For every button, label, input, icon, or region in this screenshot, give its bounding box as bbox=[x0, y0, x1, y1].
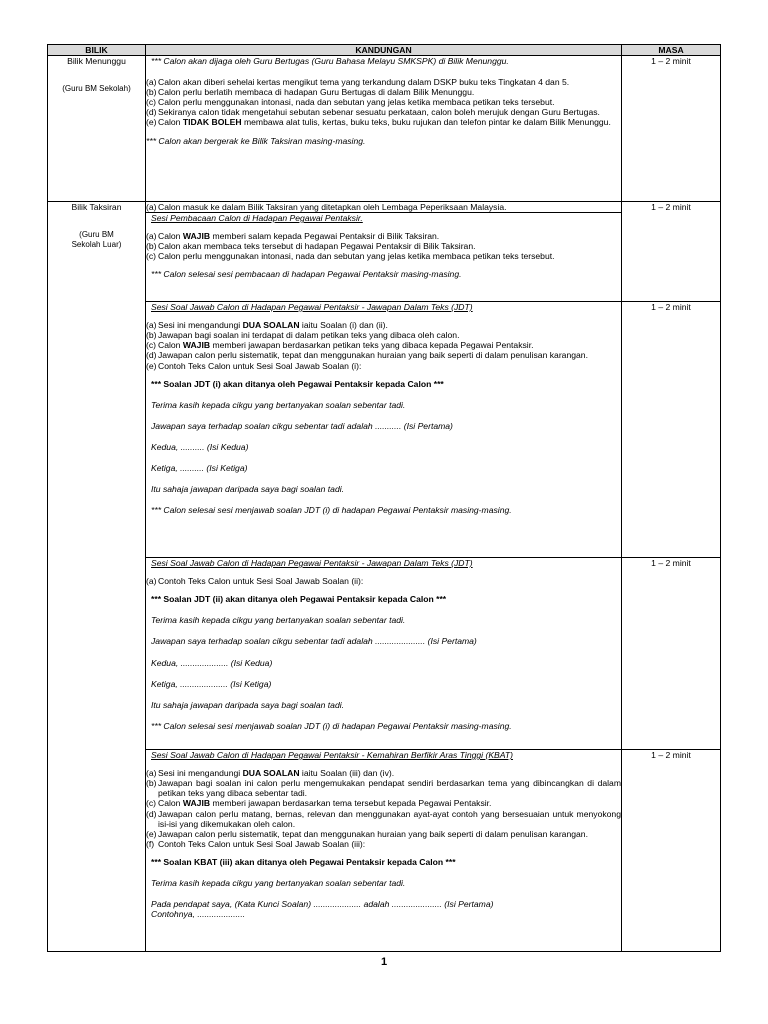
list-item: (d) Sekiranya calon tidak mengetahui sebutan sebenar sesuatu perkataan, calon boleh merujuk dengan Guru Bertugas. bbox=[146, 107, 600, 118]
kandungan-cell bbox=[146, 56, 622, 202]
masa-cell: 1 – 2 minit bbox=[622, 56, 721, 202]
section-heading: Sesi Soal Jawab Calon di Hadapan Pegawai Pentaksir - Jawapan Dalam Teks (JDT) bbox=[151, 558, 473, 569]
outro-note: *** Calon selesai sesi menjawab soalan JDT (i) di hadapan Pegawai Pentaksir masing-masing. bbox=[151, 720, 512, 731]
table-row-bilik-taksiran bbox=[48, 202, 721, 213]
outro-note: *** Calon selesai sesi pembacaan di hadapan Pegawai Pentaksir masing-masing. bbox=[151, 269, 462, 280]
bilik-cell bbox=[48, 56, 146, 202]
section-heading: Sesi Soal Jawab Calon di Hadapan Pegawai Pentaksir - Kemahiran Berfikir Aras Tinggi (KBAT) bbox=[151, 750, 513, 761]
bilik-name: Bilik Menunggu bbox=[67, 56, 126, 66]
masa-cell: 1 – 2 minit bbox=[622, 302, 721, 558]
outro-note: *** Calon selesai sesi menjawab soalan JDT (i) di hadapan Pegawai Pentaksir masing-masing. bbox=[151, 505, 512, 516]
sample-line: Contohnya, .................... bbox=[151, 909, 246, 920]
header-bilik: BILIK bbox=[48, 45, 146, 56]
sample-line: Ketiga, .......... (Isi Ketiga) bbox=[151, 463, 248, 474]
intro-note: *** Calon akan dijaga oleh Guru Bertugas (Guru Bahasa Melayu SMKSPK) di Bilik Menunggu. bbox=[151, 56, 509, 66]
list-item: (a) Contoh Teks Calon untuk Sesi Soal Jawab Soalan (ii): bbox=[146, 576, 364, 587]
list-item: (b) Calon akan membaca teks tersebut di hadapan Pegawai Pentaksir di Bilik Taksiran. bbox=[146, 241, 476, 252]
sample-line: Kedua, .......... (Isi Kedua) bbox=[151, 441, 249, 452]
outro-note: *** Calon akan bergerak ke Bilik Taksiran masing-masing. bbox=[146, 135, 366, 146]
list-item: (f) Contoh Teks Calon untuk Sesi Soal Jawab Soalan (iii): bbox=[146, 838, 366, 849]
header-masa: MASA bbox=[622, 45, 721, 56]
masa-cell: 1 – 2 minit bbox=[622, 558, 721, 750]
question-line: *** Soalan KBAT (iii) akan ditanya oleh Pegawai Pentaksir kepada Calon *** bbox=[151, 856, 456, 867]
list-item: (d) Jawapan calon perlu sistematik, tepat dan menggunakan huraian yang baik seperti di dalam penulisan karangan. bbox=[146, 350, 588, 361]
list-item: (b) Jawapan bagi soalan ini terdapat di dalam petikan teks yang dibaca oleh calon. bbox=[146, 330, 460, 341]
sample-line: Ketiga, .................... (Isi Ketiga) bbox=[151, 678, 272, 689]
list-item: (c) Calon WAJIB memberi jawapan berdasarkan petikan teks yang dibaca kepada Pegawai Pentaksir. bbox=[146, 340, 534, 351]
list-item: (a) Calon masuk ke dalam Bilik Taksiran yang ditetapkan oleh Lembaga Peperiksaan Malaysia. bbox=[146, 202, 507, 212]
page-number: 1 bbox=[380, 956, 388, 968]
list-item: (c) Calon perlu menggunakan intonasi, nada dan sebutan yang jelas ketika membaca petikan teks tersebut. bbox=[146, 251, 555, 262]
kandungan-cell bbox=[146, 213, 622, 302]
bilik-guru: (Guru BM Sekolah) bbox=[62, 84, 131, 94]
bilik-guru: (Guru BM bbox=[79, 230, 114, 240]
list-item: (e) Jawapan calon perlu sistematik, tepat dan menggunakan huraian yang baik seperti di dalam penulisan karangan. bbox=[146, 828, 588, 839]
list-item: (c) Calon WAJIB memberi jawapan berdasarkan tema tersebut kepada Pegawai Pentaksir. bbox=[146, 798, 492, 809]
bilik-cell bbox=[48, 202, 146, 952]
header-kandungan: KANDUNGAN bbox=[146, 45, 622, 56]
list-item: (a) Calon WAJIB memberi salam kepada Pegawai Pentaksir di Bilik Taksiran. bbox=[146, 231, 440, 242]
table-header-row bbox=[48, 45, 721, 56]
table-row-bilik-menunggu bbox=[48, 56, 721, 202]
question-line: *** Soalan JDT (ii) akan ditanya oleh Pegawai Pentaksir kepada Calon *** bbox=[151, 594, 447, 605]
bilik-guru-2: Sekolah Luar) bbox=[71, 240, 122, 250]
masa-cell: 1 – 2 minit bbox=[622, 202, 721, 302]
kandungan-cell bbox=[146, 750, 622, 952]
sample-line: Itu sahaja jawapan daripada saya bagi soalan tadi. bbox=[151, 699, 345, 710]
list-item: (d) Jawapan calon perlu matang, bernas, relevan dan menggunakan ayat-ayat contoh yang bersesuaian untuk menyokong isi-isi yang dikemukakan oleh calon. bbox=[146, 808, 621, 829]
list-item: (a) Sesi ini mengandungi DUA SOALAN iaitu Soalan (i) dan (ii). bbox=[146, 320, 388, 331]
sample-line: Itu sahaja jawapan daripada saya bagi soalan tadi. bbox=[151, 484, 345, 495]
sample-line: Jawapan saya terhadap soalan cikgu sebentar tadi adalah ........... (Isi Pertama) bbox=[151, 420, 453, 431]
bilik-name: Bilik Taksiran bbox=[71, 202, 122, 212]
kandungan-cell bbox=[146, 558, 622, 750]
sample-line: Terima kasih kepada cikgu yang bertanyakan soalan sebentar tadi. bbox=[151, 615, 406, 626]
masa-cell: 1 – 2 minit bbox=[622, 750, 721, 952]
list-item: (b) Jawapan bagi soalan ini calon perlu mengemukakan pendapat sendiri berdasarkan tema yang dibincangkan di dalam petikan teks yang dibaca sebentar tadi. bbox=[146, 778, 621, 799]
table-row-jdt-1 bbox=[48, 302, 721, 558]
section-heading: Sesi Pembacaan Calon di Hadapan Pegawai Pentaksir. bbox=[151, 213, 363, 224]
list-item: (e) Calon TIDAK BOLEH membawa alat tulis, kertas, buku teks, buku rujukan dan telefon pintar ke dalam Bilik Menunggu. bbox=[146, 117, 611, 128]
sample-line: Kedua, .................... (Isi Kedua) bbox=[151, 657, 273, 668]
table-row-pembacaan bbox=[48, 213, 721, 302]
list-item: (a) Calon akan diberi sehelai kertas mengikut tema yang terkandung dalam DSKP buku teks Tingkatan 4 dan 5. bbox=[146, 77, 570, 88]
list-item: (b) Calon perlu berlatih membaca di hadapan Guru Bertugas di dalam Bilik Menunggu. bbox=[146, 87, 475, 98]
sample-line: Jawapan saya terhadap soalan cikgu sebentar tadi adalah ..................... (Isi Pertama) bbox=[151, 636, 477, 647]
question-line: *** Soalan JDT (i) akan ditanya oleh Pegawai Pentaksir kepada Calon *** bbox=[151, 378, 444, 389]
table-row-jdt-2 bbox=[48, 558, 721, 750]
sample-line: Terima kasih kepada cikgu yang bertanyakan soalan sebentar tadi. bbox=[151, 878, 406, 889]
sample-line: Pada pendapat saya, (Kata Kunci Soalan) .................... adalah ..................... (Isi Pertama) bbox=[151, 899, 494, 910]
sample-line: Terima kasih kepada cikgu yang bertanyakan soalan sebentar tadi. bbox=[151, 399, 406, 410]
list-item: (c) Calon perlu menggunakan intonasi, nada dan sebutan yang jelas ketika membaca petikan teks tersebut. bbox=[146, 97, 555, 108]
exam-procedure-table bbox=[47, 44, 721, 952]
list-item: (e) Contoh Teks Calon untuk Sesi Soal Jawab Soalan (i): bbox=[146, 360, 362, 371]
kandungan-cell bbox=[146, 202, 622, 213]
table-row-kbat bbox=[48, 750, 721, 952]
list-item: (a) Sesi ini mengandungi DUA SOALAN iaitu Soalan (iii) dan (iv). bbox=[146, 768, 395, 779]
section-heading: Sesi Soal Jawab Calon di Hadapan Pegawai Pentaksir - Jawapan Dalam Teks (JDT) bbox=[151, 302, 473, 313]
kandungan-cell bbox=[146, 302, 622, 558]
